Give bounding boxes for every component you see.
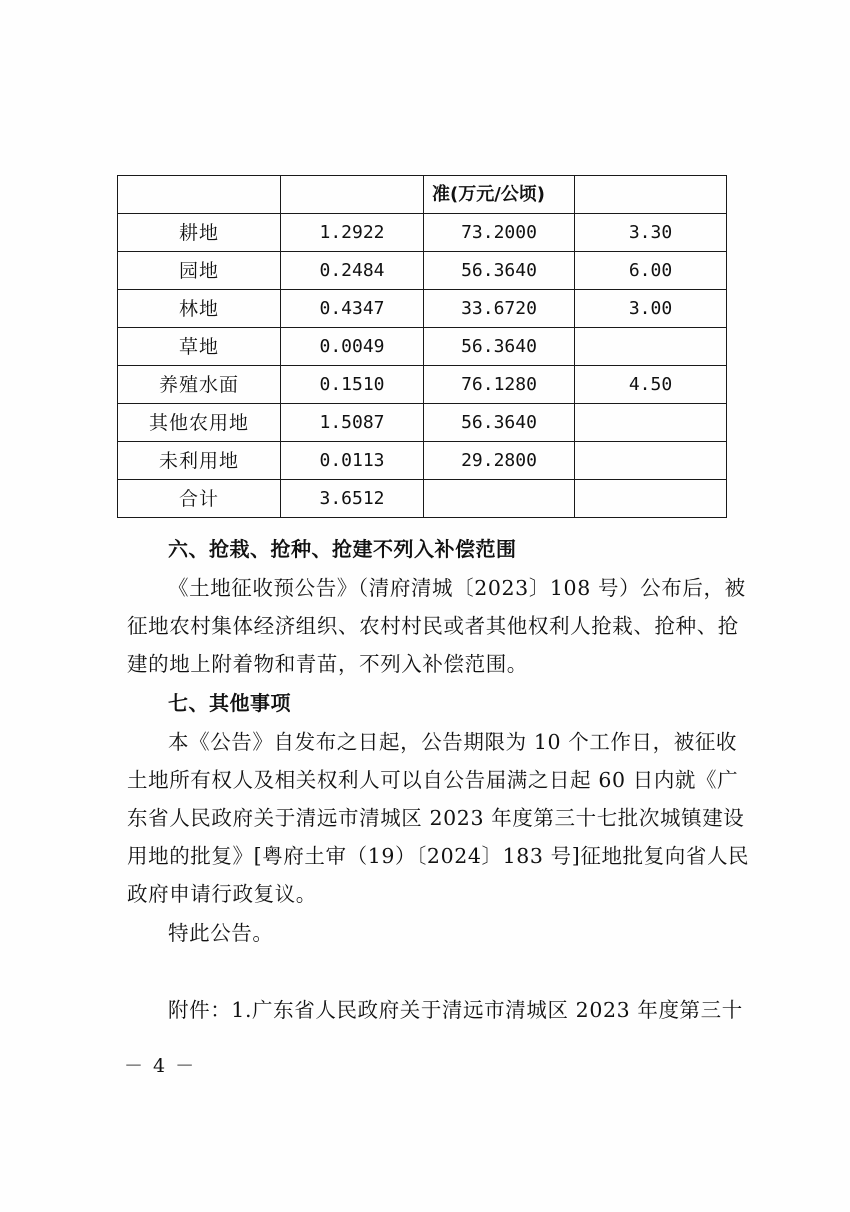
table-row — [118, 252, 727, 290]
header-cell — [118, 176, 281, 214]
table-row — [118, 328, 727, 366]
area-cell: 0.1510 — [281, 366, 424, 404]
table-row — [118, 404, 727, 442]
standard-cell: 73.2000 — [424, 214, 575, 252]
section-7-line-5: 政府申请行政复议。 — [127, 882, 317, 906]
section-6-line-1: 《土地征收预公告》（清府清城〔2023〕108 号）公布后，被 — [168, 576, 746, 600]
extra-cell: 4.50 — [575, 366, 727, 404]
land-type-cell: 林地 — [118, 290, 281, 328]
extra-cell — [575, 328, 727, 366]
header-cell — [575, 176, 727, 214]
table-total-row — [118, 480, 727, 518]
section-6-heading: 六、抢栽、抢种、抢建不列入补偿范围 — [168, 537, 517, 561]
area-cell: 3.6512 — [281, 480, 424, 518]
attachment-line: 附件：1.广东省人民政府关于清远市清城区 2023 年度第三十 — [168, 998, 743, 1022]
area-cell: 0.2484 — [281, 252, 424, 290]
standard-cell — [424, 480, 575, 518]
standard-cell: 56.3640 — [424, 404, 575, 442]
land-type-cell: 草地 — [118, 328, 281, 366]
land-type-cell: 合计 — [118, 480, 281, 518]
area-cell: 0.0049 — [281, 328, 424, 366]
standard-cell: 33.6720 — [424, 290, 575, 328]
section-7-line-3: 东省人民政府关于清远市清城区 2023 年度第三十七批次城镇建设 — [127, 806, 745, 830]
section-6-line-2: 征地农村集体经济组织、农村村民或者其他权利人抢栽、抢种、抢 — [127, 614, 739, 638]
table-row — [118, 366, 727, 404]
section-7-line-2: 土地所有权人及相关权利人可以自公告届满之日起 60 日内就《广 — [127, 768, 739, 792]
standard-cell: 56.3640 — [424, 252, 575, 290]
section-7-heading: 七、其他事项 — [168, 691, 291, 715]
standard-cell: 56.3640 — [424, 328, 575, 366]
section-7-line-4: 用地的批复》[粤府土审（19）〔2024〕183 号]征地批复向省人民 — [127, 844, 750, 868]
closing-text: 特此公告。 — [168, 921, 274, 945]
table-row — [118, 214, 727, 252]
standard-cell: 29.2800 — [424, 442, 575, 480]
header-cell — [281, 176, 424, 214]
header-cell-standard: 准(万元/公顷) — [424, 176, 575, 214]
land-type-cell: 园地 — [118, 252, 281, 290]
standard-cell: 76.1280 — [424, 366, 575, 404]
table-row — [118, 290, 727, 328]
extra-cell — [575, 404, 727, 442]
extra-cell: 6.00 — [575, 252, 727, 290]
land-type-cell: 养殖水面 — [118, 366, 281, 404]
extra-cell: 3.00 — [575, 290, 727, 328]
land-type-cell: 其他农用地 — [118, 404, 281, 442]
section-7-line-1: 本《公告》自发布之日起，公告期限为 10 个工作日，被征收 — [168, 730, 738, 754]
page-number: － 4 － — [124, 1055, 197, 1077]
compensation-table — [117, 175, 727, 518]
area-cell: 0.0113 — [281, 442, 424, 480]
land-type-cell: 耕地 — [118, 214, 281, 252]
section-6-line-3: 建的地上附着物和青苗，不列入补偿范围。 — [127, 652, 528, 676]
area-cell: 1.2922 — [281, 214, 424, 252]
table-header-row — [118, 176, 727, 214]
table-row — [118, 442, 727, 480]
land-type-cell: 未利用地 — [118, 442, 281, 480]
area-cell: 0.4347 — [281, 290, 424, 328]
area-cell: 1.5087 — [281, 404, 424, 442]
extra-cell: 3.30 — [575, 214, 727, 252]
extra-cell — [575, 480, 727, 518]
extra-cell — [575, 442, 727, 480]
